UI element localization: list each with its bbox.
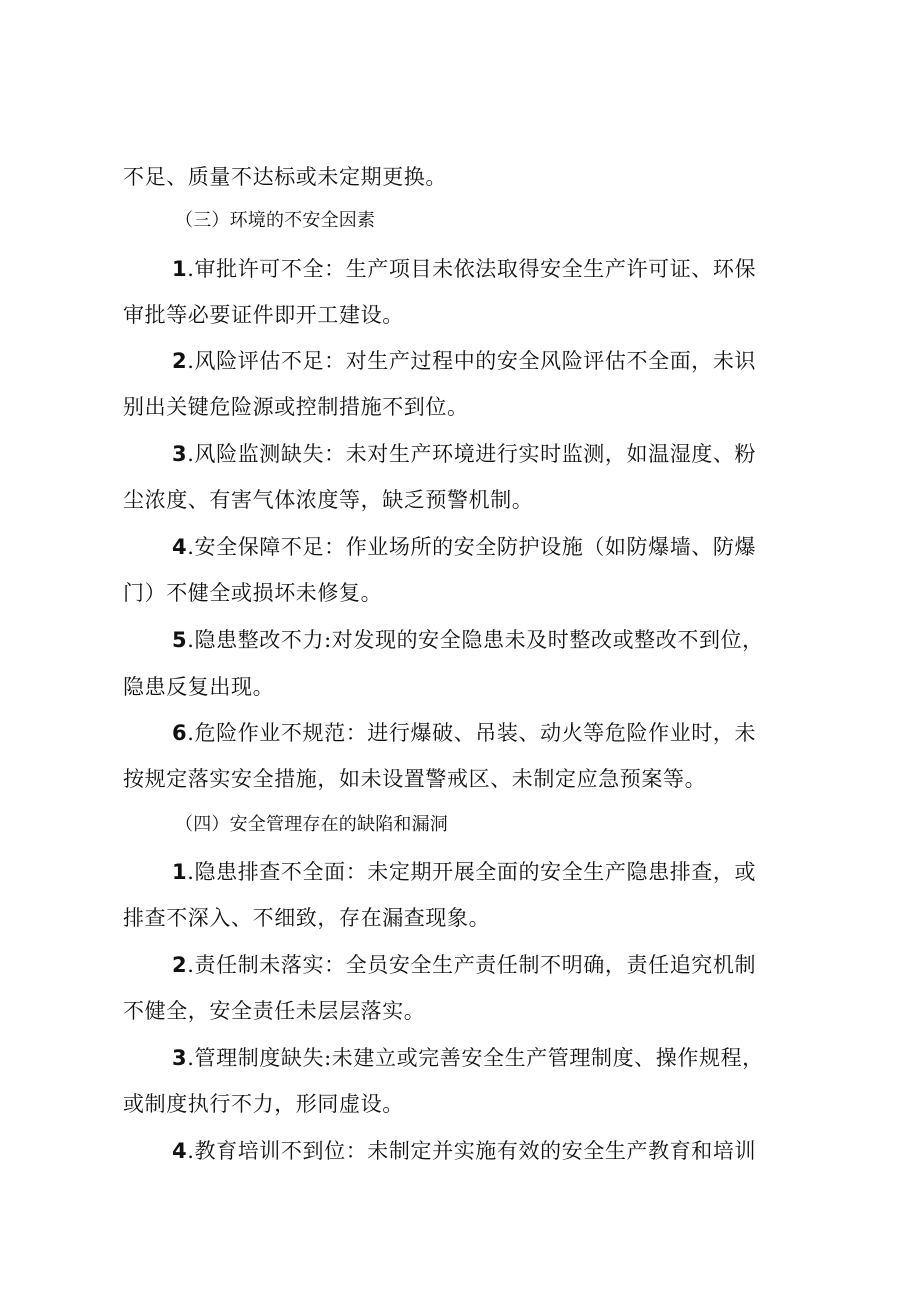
paragraph-continuation: 不足、质量不达标或未定期更换。 — [123, 165, 447, 189]
item-3-2-line-2: 别出关键危险源或控制措施不到位。 — [123, 395, 469, 419]
item-4-4-line-1: 4.教育培训不到位：未制定并实施有效的安全生产教育和培训 — [172, 1139, 757, 1163]
item-number: 5 — [172, 628, 188, 652]
item-3-6-line-1: 6.危险作业不规范：进行爆破、吊装、动火等危险作业时，未 — [172, 721, 757, 745]
item-4-1-line-1: 1.隐患排查不全面：未定期开展全面的安全生产隐患排查，或 — [172, 860, 757, 884]
item-4-2-line-2: 不健全，安全责任未层层落实。 — [123, 999, 426, 1023]
item-3-4-line-2: 门）不健全或损坏未修复。 — [123, 581, 383, 605]
item-4-1-line-2: 排查不深入、不细致，存在漏查现象。 — [123, 906, 491, 930]
item-number: 1 — [172, 257, 188, 281]
item-3-1-line-1: 1.审批许可不全：生产项目未依法取得安全生产许可证、环保 — [172, 257, 757, 281]
item-3-1-line-2: 审批等必要证件即开工建设。 — [123, 303, 404, 327]
item-3-5-line-2: 隐患反复出现。 — [123, 675, 275, 699]
item-number: 6 — [172, 721, 188, 745]
item-number: 4 — [172, 535, 188, 559]
item-number: 4 — [172, 1139, 188, 1163]
item-4-3-line-2: 或制度执行不力，形同虚设。 — [123, 1092, 404, 1116]
item-number: 3 — [172, 442, 188, 466]
section-heading-4: （四）安全管理存在的缺陷和漏洞 — [175, 814, 448, 835]
item-number: 2 — [172, 349, 188, 373]
item-4-3-line-1: 3.管理制度缺失:未建立或完善安全生产管理制度、操作规程， — [172, 1046, 764, 1070]
item-4-2-line-1: 2.责任制未落实：全员安全生产责任制不明确，责任追究机制 — [172, 953, 757, 977]
item-3-3-line-2: 尘浓度、有害气体浓度等，缺乏预警机制。 — [123, 488, 534, 512]
item-number: 3 — [172, 1046, 188, 1070]
section-heading-3: （三）环境的不安全因素 — [175, 210, 376, 231]
item-3-3-line-1: 3.风险监测缺失：未对生产环境进行实时监测，如温湿度、粉 — [172, 442, 757, 466]
item-3-5-line-1: 5.隐患整改不力:对发现的安全隐患未及时整改或整改不到位， — [172, 628, 764, 652]
item-number: 2 — [172, 953, 188, 977]
item-3-6-line-2: 按规定落实安全措施，如未设置警戒区、未制定应急预案等。 — [123, 767, 707, 791]
item-3-4-line-1: 4.安全保障不足：作业场所的安全防护设施（如防爆墙、防爆 — [172, 535, 757, 559]
item-3-2-line-1: 2.风险评估不足：对生产过程中的安全风险评估不全面，未识 — [172, 349, 757, 373]
item-number: 1 — [172, 860, 188, 884]
